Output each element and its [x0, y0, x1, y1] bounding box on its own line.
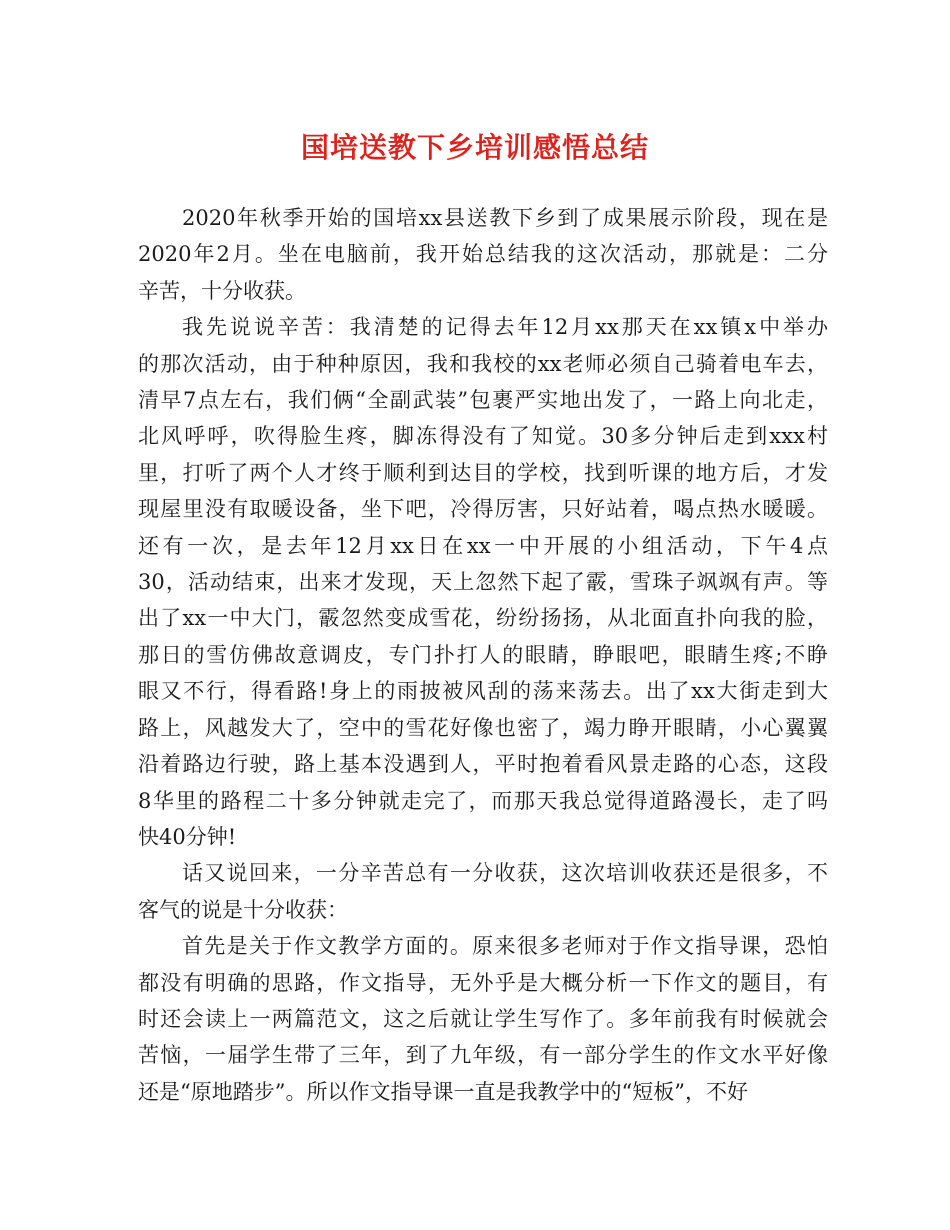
text-line: 清早7点左右，我们俩“全副武装”包裹严实地出发了，一路上向北走， — [138, 388, 828, 413]
text-line: 里，打听了两个人才终于顺利到达目的学校，找到听课的地方后，才发 — [138, 460, 828, 485]
text-line: 首先是关于作文教学方面的。原来很多老师对于作文指导课，恐怕 — [182, 934, 828, 959]
text-line: 30，活动结束，出来才发现，天上忽然下起了霰，雪珠子飒飒有声。等 — [138, 570, 828, 595]
text-line: 辛苦，十分收获。 — [138, 278, 306, 303]
text-line: 现屋里没有取暖设备，坐下吧，冷得厉害，只好站着，喝点热水暖暖。 — [138, 497, 828, 522]
text-line: 出了xx一中大门，霰忽然变成雪花，纷纷扬扬，从北面直扑向我的脸， — [138, 606, 828, 631]
text-line: 客气的说是十分收获： — [138, 897, 348, 922]
text-line: 2020年秋季开始的国培xx县送教下乡到了成果展示阶段，现在是 — [182, 206, 828, 230]
document-body — [138, 200, 828, 1110]
document-title: 国培送教下乡培训感悟总结 — [300, 131, 649, 164]
paragraph — [138, 855, 828, 928]
text-line: 眼又不行，得看路!身上的雨披被风刮的荡来荡去。出了xx大街走到大 — [138, 679, 828, 704]
text-line: 8华里的路程二十多分钟就走完了，而那天我总觉得道路漫长，走了吗 — [138, 788, 828, 813]
text-line: 的那次活动，由于种种原因，我和我校的xx老师必须自己骑着电车去， — [138, 351, 828, 376]
text-line: 我先说说辛苦：我清楚的记得去年12月xx那天在xx镇x中举办 — [182, 315, 828, 340]
text-line: 快40分钟! — [138, 824, 237, 849]
text-line: 时还会读上一两篇范文，这之后就让学生写作了。多年前我有时候就会 — [138, 1006, 828, 1031]
text-line: 北风呼呼，吹得脸生疼，脚冻得没有了知觉。30多分钟后走到xxx村 — [138, 424, 828, 449]
text-line: 沿着路边行驶，路上基本没遇到人，平时抱着看风景走路的心态，这段 — [138, 752, 828, 777]
text-line: 那日的雪仿佛故意调皮，专门扑打人的眼睛，睁眼吧，眼睛生疼;不睁 — [138, 642, 828, 667]
text-line: 还是“原地踏步”。所以作文指导课一直是我教学中的“短板”，不好 — [138, 1079, 748, 1104]
text-line: 路上，风越发大了，空中的雪花好像也密了，竭力睁开眼睛，小心翼翼 — [138, 715, 828, 740]
text-line: 苦恼，一届学生带了三年，到了九年级，有一部分学生的作文水平好像 — [138, 1043, 828, 1068]
text-line: 2020年2月。坐在电脑前，我开始总结我的这次活动，那就是：二分 — [138, 242, 828, 267]
paragraph — [138, 200, 828, 309]
text-line: 还有一次，是去年12月xx日在xx一中开展的小组活动，下午4点 — [138, 533, 828, 558]
text-line: 话又说回来，一分辛苦总有一分收获，这次培训收获还是很多，不 — [182, 861, 828, 886]
paragraph — [138, 309, 828, 855]
paragraph — [138, 928, 828, 1110]
text-line: 都没有明确的思路，作文指导，无外乎是大概分析一下作文的题目，有 — [138, 970, 828, 995]
